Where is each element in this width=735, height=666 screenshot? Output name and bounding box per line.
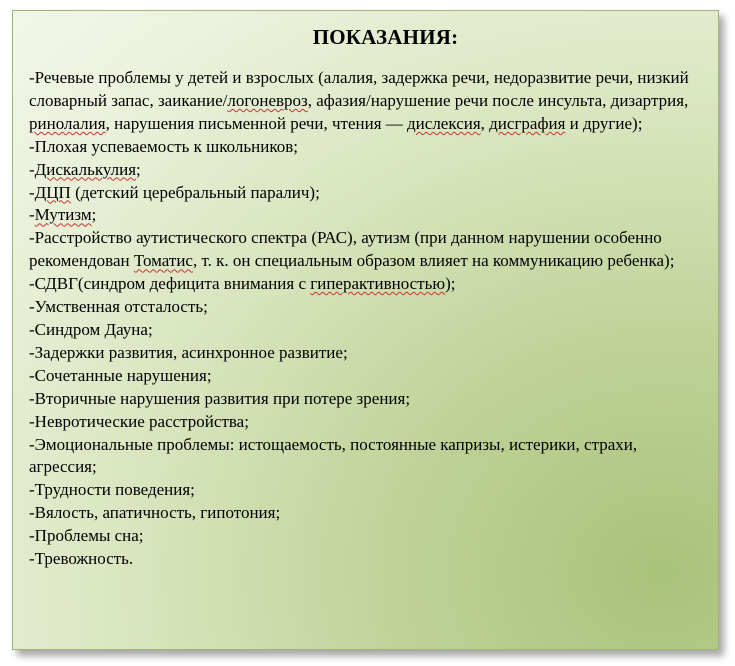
list-item: -Проблемы сна; — [29, 526, 144, 546]
list-item: -Трудности поведения; — [29, 480, 195, 500]
list-item: -Задержки развития, асинхронное развитие; — [29, 342, 348, 362]
indications-panel — [12, 10, 719, 650]
list-item: -Синдром Дауна; — [29, 319, 153, 339]
list-item: -Дискалькулия; — [29, 159, 141, 179]
list-item: -Сочетанные нарушения; — [29, 365, 212, 385]
indications-list — [29, 67, 708, 571]
list-item: -Тревожность. — [29, 549, 134, 569]
list-item: -Мутизм; — [29, 205, 97, 225]
list-item: -Эмоциональные проблемы: истощаемость, постоянные капризы, истерики, страхи, агрессия; — [29, 434, 638, 477]
list-item: -Речевые проблемы у детей и взрослых (алалия, задержка речи, недоразвитие речи, низкий словарный запас, заикание/логоневроз, афазия/нарушение речи после инсульта, дизартрия, ринолалия, нарушения письменной речи, чтения — дислексия, дисграфия и другие); — [29, 68, 689, 133]
list-item: -СДВГ(синдром дефицита внимания с гиперактивностью); — [29, 274, 456, 294]
list-item: -Плохая успеваемость к школьников; — [29, 136, 298, 156]
list-item: -Вторичные нарушения развития при потере зрения; — [29, 388, 411, 408]
panel-title: ПОКАЗАНИЯ: — [312, 25, 459, 49]
list-item: -Вялость, апатичность, гипотония; — [29, 503, 281, 523]
list-item: -Умственная отсталость; — [29, 297, 208, 317]
list-item: -Расстройство аутистического спектра (РАС), аутизм (при данном нарушении особенно рекомендован Томатис, т. к. он специальным образом влияет на коммуникацию ребенка); — [29, 228, 675, 271]
list-item: -ДЦП (детский церебральный паралич); — [29, 182, 320, 202]
list-item: -Невротические расстройства; — [29, 411, 249, 431]
